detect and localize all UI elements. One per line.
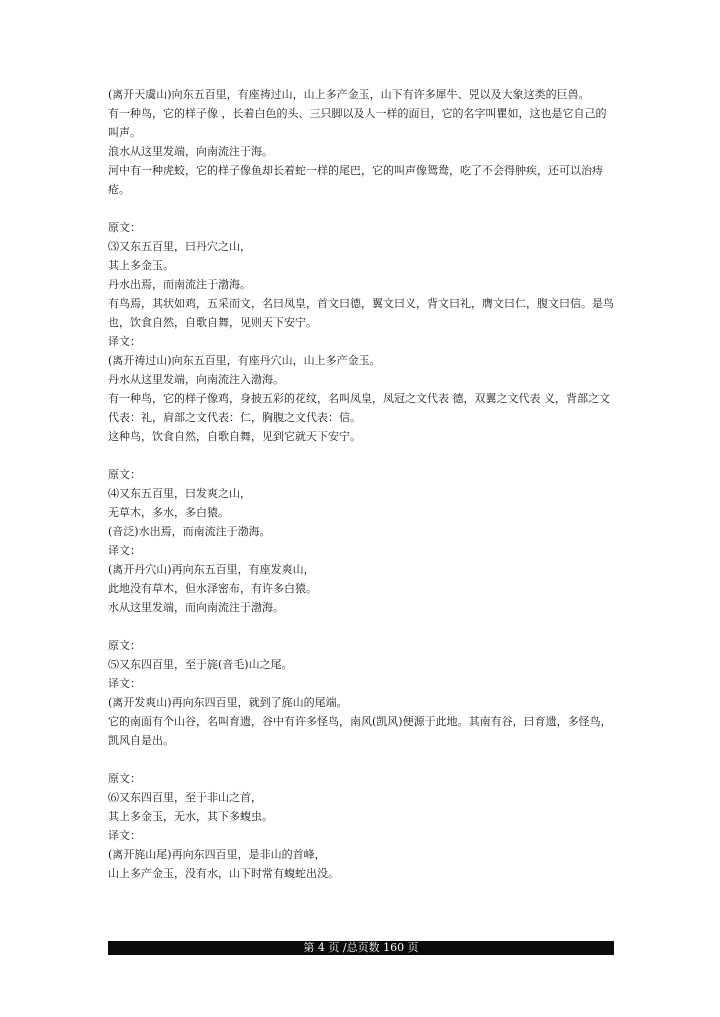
intro-translation-block <box>108 85 614 199</box>
translation-line: (离开祷过山)向东五百里，有座丹穴山，山上多产金玉。 <box>108 354 381 367</box>
original-line: 其上多金玉，无水，其下多蝮虫。 <box>108 810 273 823</box>
original-line: ⑶又东五百里，曰丹穴之山， <box>108 240 251 253</box>
translation-line: 有一种鸟，它的样子像鸡，身披五彩的花纹，名叫凤皇，凤冠之文代表 德，双翼之文代表 义，背部之文代表：礼，肩部之文代表：仁，胸腹之文代表：信。 <box>108 392 610 424</box>
original-line: ⑸又东四百里，至于旄(音毛)山之尾。 <box>108 658 293 671</box>
translation-line: (离开丹穴山)再向东五百里，有座发爽山， <box>108 563 315 576</box>
translation-line: (离开发爽山)再向东四百里，就到了旄山的尾端。 <box>108 696 348 709</box>
original-label: 原文： <box>108 639 141 652</box>
paragraph: 浪水从这里发端，向南流注于海。 <box>108 145 273 158</box>
section-6 <box>108 769 614 883</box>
original-line: (音泛)水出焉，而南流注于渤海。 <box>108 525 271 538</box>
page-footer <box>108 941 614 955</box>
translation-label: 译文： <box>108 335 141 348</box>
translation-label: 译文： <box>108 677 141 690</box>
section-5 <box>108 636 614 750</box>
original-line: ⑹又东四百里，至于非山之首， <box>108 791 262 804</box>
translation-line: 这种鸟，饮食自然，自歌自舞，见到它就天下安宁。 <box>108 430 361 443</box>
original-line: 丹水出焉，而南流注于渤海。 <box>108 278 251 291</box>
original-line: 无草木，多水，多白猿。 <box>108 506 229 519</box>
section-3 <box>108 218 614 446</box>
translation-line: 山上多产金玉，没有水，山下时常有蝮蛇出没。 <box>108 867 339 880</box>
spacer <box>108 617 614 636</box>
spacer <box>108 446 614 465</box>
translation-line: 它的南面有个山谷，名叫育遗，谷中有许多怪鸟，南风(凯风)便源于此地。其南有谷，曰育遗，多怪鸟，凯风自是出。 <box>108 715 612 747</box>
translation-label: 译文： <box>108 829 141 842</box>
translation-line: 水从这里发端，而向南流注于渤海。 <box>108 601 284 614</box>
page-number-text: 第 4 页 /总页数 160 页 <box>303 941 419 954</box>
paragraph: 有一种鸟，它的样子像 ，长着白色的头、三只脚以及人一样的面目，它的名字叫瞿如，这也是它自己的叫声。 <box>108 107 607 139</box>
spacer <box>108 199 614 218</box>
original-line: ⑷又东五百里，曰发爽之山， <box>108 487 251 500</box>
translation-line: 丹水从这里发端，向南流注入渤海。 <box>108 373 284 386</box>
original-label: 原文： <box>108 221 141 234</box>
translation-line: 此地没有草木，但水泽密布，有许多白猿。 <box>108 582 317 595</box>
document-body <box>108 85 614 883</box>
section-4 <box>108 465 614 617</box>
original-line: 其上多金玉。 <box>108 259 174 272</box>
translation-line: (离开旄山尾)再向东四百里，是非山的首峰， <box>108 848 326 861</box>
original-label: 原文： <box>108 468 141 481</box>
spacer <box>108 750 614 769</box>
paragraph: (离开天虞山)向东五百里，有座祷过山，山上多产金玉，山下有许多犀牛、兕以及大象这类的巨兽。 <box>108 88 590 101</box>
translation-label: 译文： <box>108 544 141 557</box>
original-label: 原文： <box>108 772 141 785</box>
original-line: 有鸟焉，其状如鸡，五采而文，名曰凤皇，首文曰德，翼文曰义，背文曰礼，膺文曰仁，腹文曰信。是鸟也，饮食自然，自歌自舞，见则天下安宁。 <box>108 297 614 329</box>
paragraph: 河中有一种虎蛟，它的样子像鱼却长着蛇一样的尾巴，它的叫声像鸳鸯，吃了不会得肿疾，还可以治痔疮。 <box>108 164 603 196</box>
